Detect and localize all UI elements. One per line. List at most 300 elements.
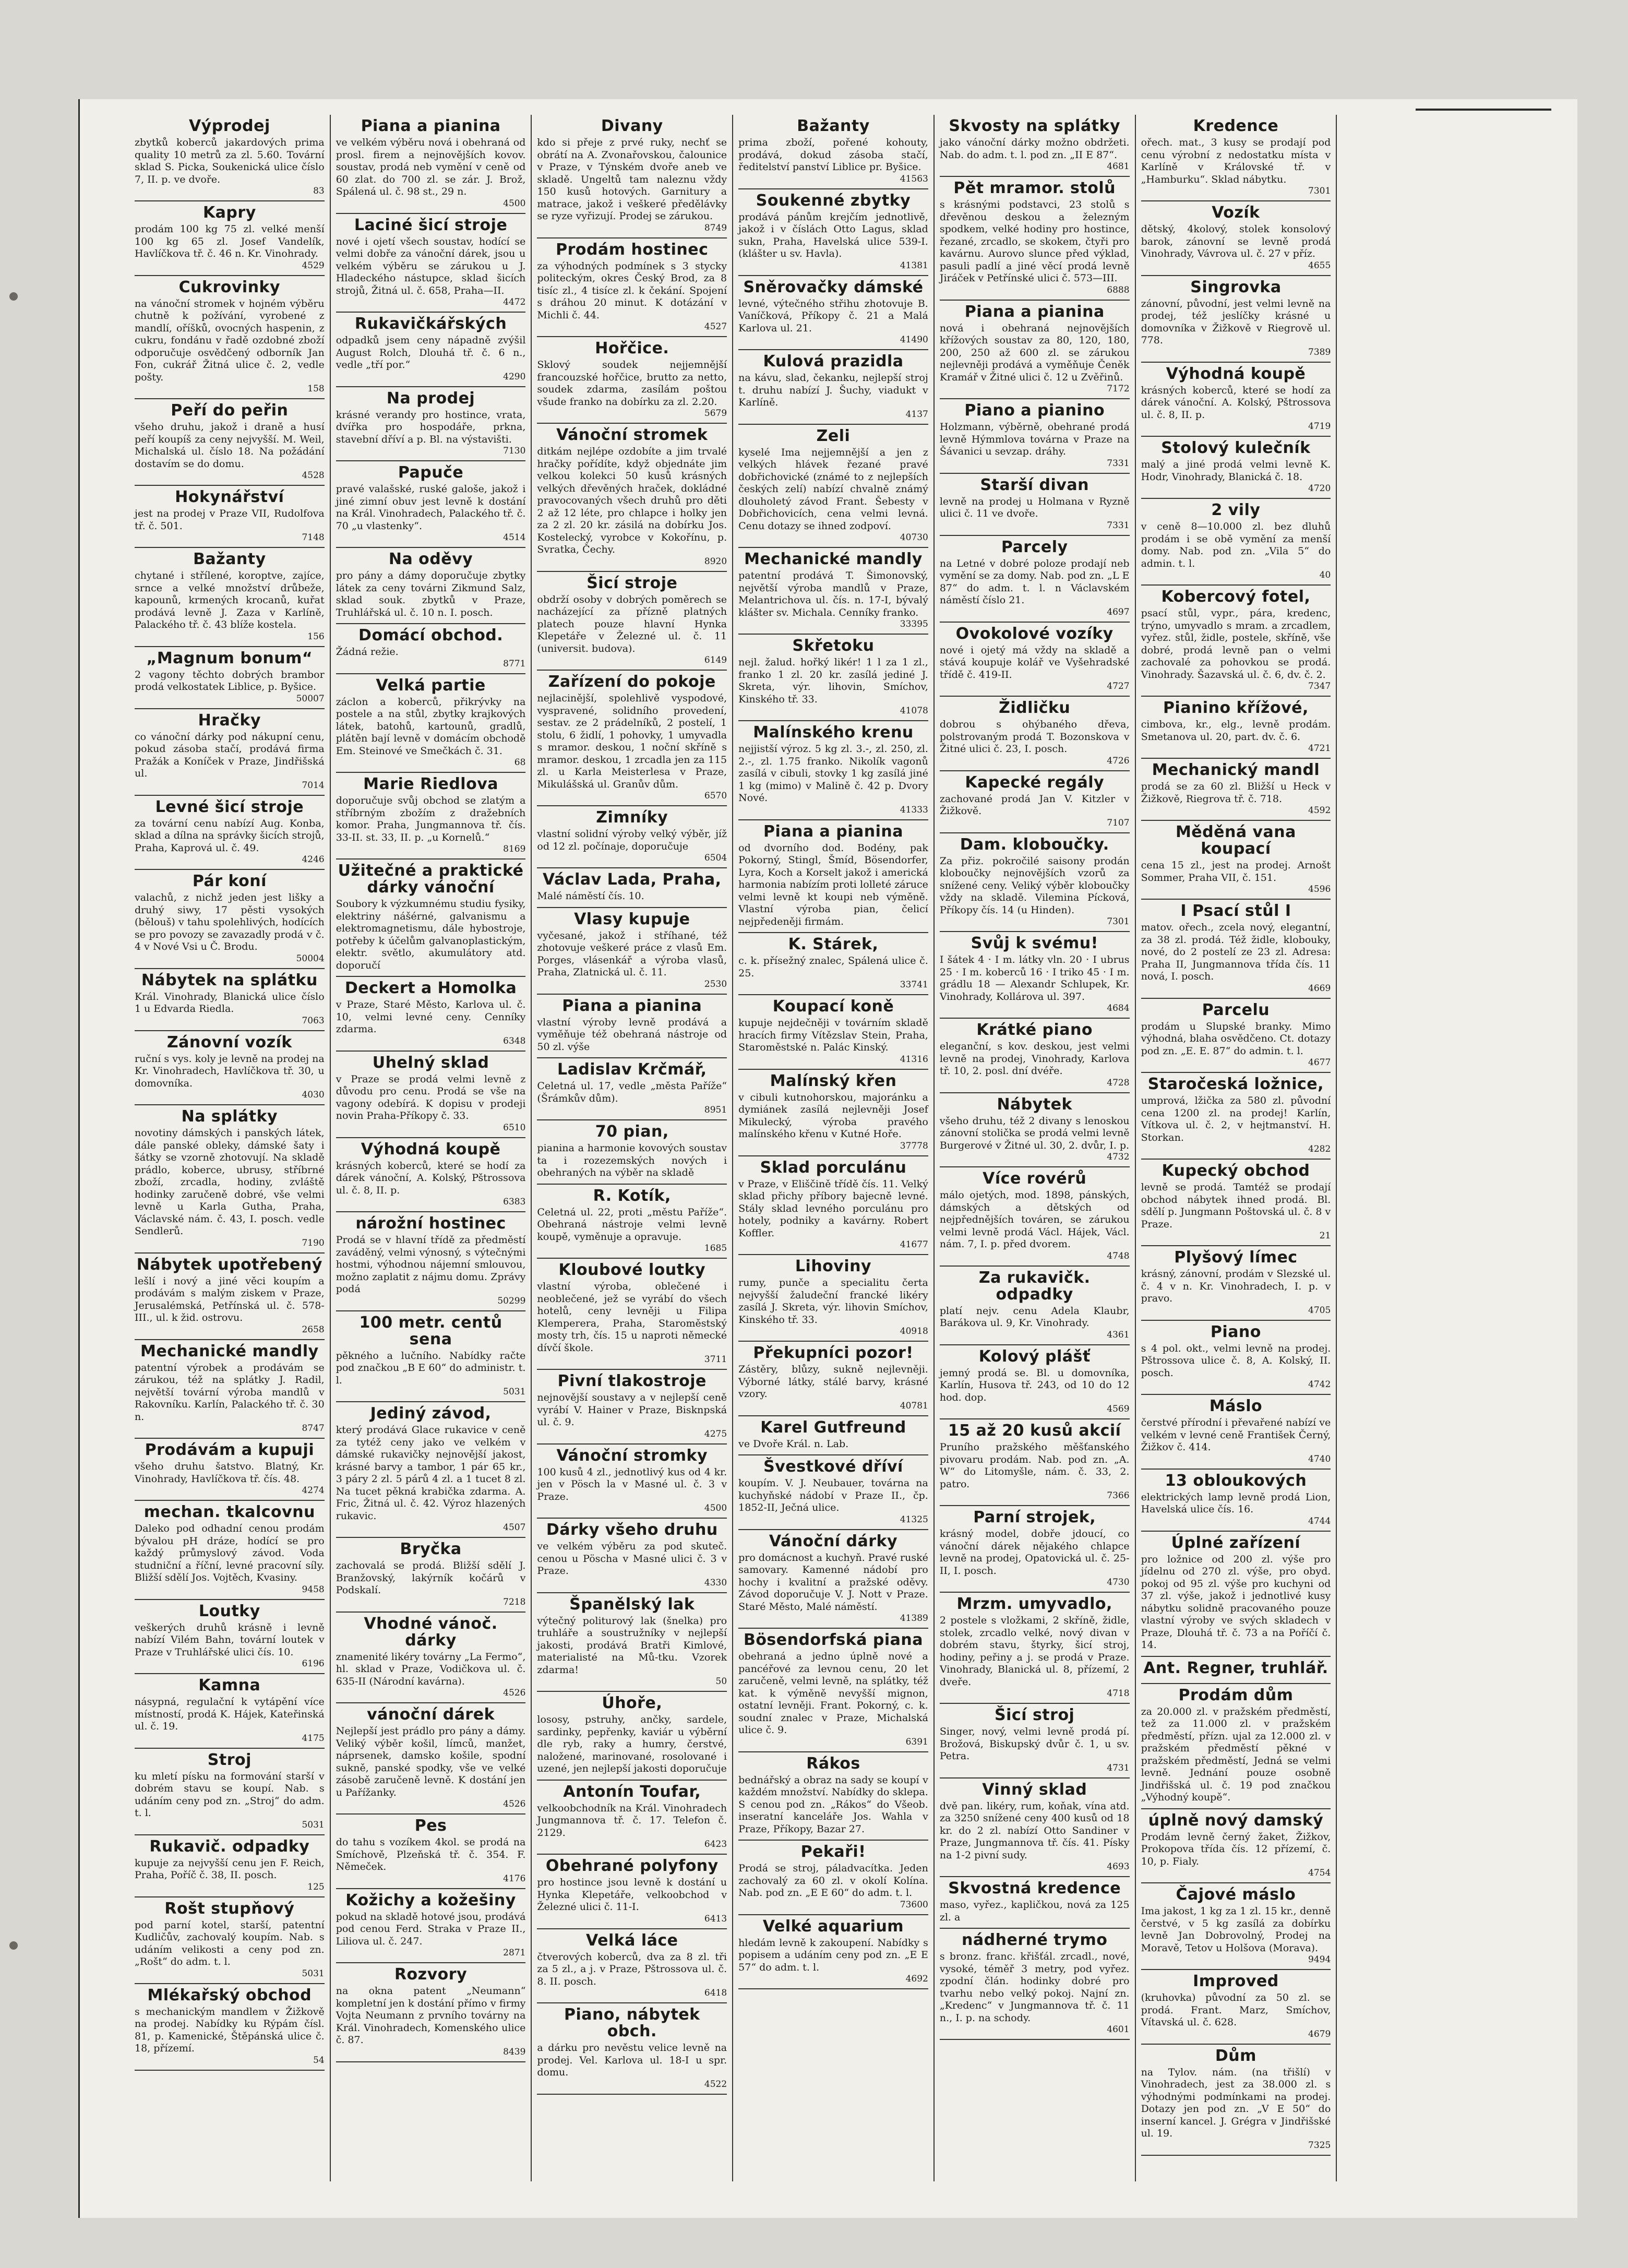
ad-body: pro hostince jsou levně k dostání u Hynka Klepetáře, velkoobchod v Železné ulici č. 11-I. — [537, 1877, 727, 1913]
classified-ad — [537, 1519, 727, 1593]
ad-number: 7107 — [1107, 817, 1130, 828]
classified-ad — [336, 1613, 526, 1704]
classified-ad — [738, 1629, 928, 1752]
classified-ad — [940, 833, 1130, 933]
ad-body: kupuje za nejvyšší cenu jen F. Reich, Praha, Poříč č. 38, II. posch. — [135, 1857, 325, 1881]
ad-body: dobrou s ohýbaného dřeva, polstrovaným prodá T. Bozonskova v Žitné ulici č. 23, I. posch. — [939, 719, 1130, 755]
ad-heading: Za rukavičk. odpadky — [978, 1268, 1091, 1304]
top-rule — [1416, 109, 1551, 111]
ad-number: 125 — [307, 1881, 325, 1892]
classified-ad — [135, 486, 325, 548]
ad-number: 83 — [313, 186, 325, 196]
ad-number: 7148 — [302, 532, 325, 543]
ad-body: pro domácnost a kuchyň. Pravé ruské samovary. Kamenné nádobí pro hochy i kvalitní a pražské oděvy. Závod doporučuje V. J. Nott v Praze. Staré Město, Malé náměstí. — [738, 1551, 928, 1613]
ad-number: 4282 — [1308, 1144, 1331, 1154]
classified-ad — [537, 424, 727, 572]
column-3 — [532, 115, 733, 2181]
ad-number: 4727 — [1107, 681, 1130, 691]
classified-ad — [738, 350, 928, 425]
ad-body: malý a jiné prodá velmi levně K. Hodr, Vinohrady, Blanická č. 18. — [1141, 459, 1331, 483]
classified-ad — [1141, 586, 1331, 697]
ad-number: 40918 — [900, 1326, 928, 1336]
ad-number: 41078 — [900, 706, 928, 716]
ad-body: psací stůl, vypr., pára, kredenc, trýno, umyvadlo s mram. a zrcadlem, vyřez. stůl, židle, postele, skříně, vše dobré, prodá levně pan o velmi zachovalé za pohovkou se prodá. Vinohrady. Šazavská ul. č. 6, dv. č. 2. — [1141, 607, 1331, 681]
ad-number: 4679 — [1308, 2028, 1331, 2039]
classified-ad — [1141, 1809, 1331, 1884]
ad-body: nové i ojetý má vždy na skladě a stává koupuje kolář ve Vyšehradské třídě č. 419-II. — [939, 644, 1130, 681]
classified-ad — [940, 697, 1130, 771]
ad-number: 4137 — [905, 409, 928, 420]
classified-ad — [537, 1781, 727, 1855]
ad-number: 4275 — [704, 1428, 727, 1439]
ad-body: v ceně 8—10.000 zl. bez dluhů prodám i se obě vymění za menší domy. Nab. pod zn. „Vila 5“ do admin. t. l. — [1141, 521, 1331, 569]
ad-heading: Vánoční dárky — [769, 1532, 898, 1550]
ad-number: 50299 — [497, 1295, 526, 1306]
classified-ad — [537, 806, 727, 868]
ad-body: obehraná a jedno úplně nové a pancéřové za levnou cenu, 20 let zaručeně, velmi levně, na splátky, též kat. k výměně nevyšší mignon, ostatní levněji. Frant. Pokorný, c. k. soudní znalec v Praze, Michalská ulice č. 9. — [738, 1651, 928, 1736]
column-2 — [331, 115, 532, 2181]
ad-body: cimbova, kr., elg., levně prodám. Smetanova ul. 20, part. dv. č. 6. — [1141, 719, 1331, 743]
ad-heading: Skvosty na splátky — [949, 117, 1121, 135]
ad-body: 2 postele s vložkami, 2 skříně, židle, stolek, zrcadlo velké, nový divan v dobrém stavu, štyrky, šicí stroj, hodiny, peřiny a j. se prodá v Praze. Vinohrady, Blanická ul. 8, přízemí, 2 dveře. — [939, 1615, 1130, 1688]
ad-body: s 4 pol. okt., velmi levně na prodej. Pštrossova ulice č. 8, A. Kolský, II. posch. — [1141, 1342, 1331, 1379]
ad-heading: Loutky — [198, 1602, 260, 1620]
ad-heading: Vlasy kupuje — [574, 910, 690, 928]
ad-heading: Kupecký obchod — [1162, 1162, 1310, 1180]
ad-number: 4507 — [503, 1522, 526, 1533]
ad-heading: Piana a pianina — [562, 996, 702, 1015]
ad-number: 4732 — [1107, 1152, 1130, 1162]
ad-body: krásné verandy pro hostince, vrata, dvířka pro hospodáře, prkna, stavební dříví a p. Bl. na výstavišti. — [336, 409, 526, 445]
classified-ad — [1141, 437, 1331, 499]
ad-body: Prodá se stroj, páladvacítka. Jeden zachovalý za 60 zl. v okolí Kolína. Nab. pod zn. „E E 60“ do adm. t. l. — [738, 1863, 928, 1899]
ad-number: 158 — [307, 384, 325, 394]
ad-number: 4472 — [503, 297, 526, 307]
ad-heading: Pivní tlakostroje — [557, 1372, 707, 1390]
ad-heading: Velké aquarium — [762, 1917, 904, 1936]
classified-ad — [336, 977, 526, 1052]
ad-heading: Mlékařský obchod — [147, 1986, 312, 2004]
ad-heading: Prodám dům — [1178, 1686, 1294, 1704]
ad-number: 4692 — [905, 1974, 928, 1984]
ad-heading: Více rovérů — [983, 1169, 1087, 1188]
classified-ad — [135, 1674, 325, 1749]
ad-body: ruční s vys. koly je levně na prodej na Kr. Vinohradech, Havlíčkova tř. 30, u domovníka. — [135, 1053, 325, 1089]
ad-number: 40730 — [900, 532, 928, 543]
classified-ad — [940, 399, 1130, 474]
ad-number: 8747 — [302, 1423, 325, 1434]
ad-number: 7130 — [503, 446, 526, 456]
ad-body: málo ojetých, mod. 1898, pánských, dámských a dětských od nejpřednějších továren, se zárukou velmi levně prodá Václ. Hájek, Václ. nám. 7, I. p. před dvorem. — [939, 1189, 1130, 1250]
classified-ad — [1141, 1321, 1331, 1395]
ad-heading: Vhodné vánoč. dárky — [364, 1614, 498, 1650]
classified-ad — [336, 115, 526, 214]
ad-body: c. k. přísežný znalec, Spálená ulice č. 25. — [738, 955, 928, 979]
ad-heading: Bažanty — [797, 117, 870, 135]
classified-ad — [537, 1058, 727, 1120]
ad-number: 4030 — [302, 1090, 325, 1100]
classified-ad — [940, 1593, 1130, 1704]
ad-number: 41333 — [900, 804, 928, 815]
ad-number: 6570 — [704, 791, 727, 801]
classified-ad — [738, 1752, 928, 1841]
ad-heading: Piano — [1210, 1322, 1261, 1341]
classified-ad — [738, 1530, 928, 1629]
ad-body: ořech. mat., 3 kusy se prodají pod cenu výrobní z nedostatku místa v Karlíně v Královské tř. v „Hamburku“. Sklad nábytku. — [1141, 137, 1331, 185]
ad-number: 8920 — [704, 556, 727, 567]
ad-number: 41316 — [900, 1054, 928, 1065]
ad-heading: Starší divan — [980, 475, 1089, 494]
ad-heading: Ant. Regner, truhlář. — [1143, 1658, 1328, 1677]
ad-heading: Vinný sklad — [982, 1780, 1087, 1799]
ad-body: Žádná režie. — [336, 646, 399, 658]
classified-ad — [336, 1815, 526, 1889]
ad-body: zbytků koberců jakardových prima quality 10 metrů za zl. 5.60. Tovární sklad S. Picka, Soukenická ulice číslo 7, II. p. ve dvoře. — [135, 137, 325, 185]
ad-number: 4526 — [503, 1799, 526, 1809]
ad-heading: 13 obloukových — [1165, 1471, 1307, 1490]
ad-heading: Improved — [1193, 1972, 1279, 1990]
ad-number: 7347 — [1308, 681, 1331, 691]
ad-body: prodám 100 kg 75 zl. velké menší 100 kg 65 zl. Josef Vandelík, Havlíčkova tř. č. 46 n. Kr. Vinohrady. — [135, 223, 325, 259]
classified-ad — [940, 1778, 1130, 1878]
ad-number: 4681 — [1107, 161, 1130, 172]
ad-heading: 70 pian, — [595, 1123, 669, 1141]
ad-number: 8439 — [503, 2046, 526, 2057]
ad-heading: vánoční dárek — [367, 1705, 495, 1724]
ad-heading: 100 metr. centů sena — [359, 1313, 502, 1348]
ad-number: 50007 — [296, 693, 325, 704]
ad-number: 7301 — [1107, 916, 1130, 927]
ad-body: záclon a koberců, přikrývky na postele a na stůl, zbytky krajkových látek, batohů, kartounů, gradlů, plátěn bají levně v domácím obchodě Em. Steinové ve Smečkách č. 31. — [336, 696, 526, 757]
ad-number: 73600 — [900, 1899, 928, 1910]
classified-ad — [336, 1538, 526, 1613]
ad-heading: Šicí stroj — [995, 1706, 1075, 1724]
ad-heading: Stroj — [207, 1750, 252, 1769]
ad-body: násypná, regulační k vytápění více místností, prodá K. Hájek, Kateřinská ul. č. 19. — [135, 1696, 325, 1732]
classified-ad — [537, 671, 727, 806]
classified-ad — [940, 1267, 1130, 1345]
classified-ad — [336, 461, 526, 548]
classified-ad — [738, 933, 928, 995]
ad-heading: Užitečné a praktické dárky vánoční — [338, 862, 524, 897]
ad-number: 37778 — [900, 1140, 928, 1151]
classified-ad — [738, 1255, 928, 1342]
ad-number: 68 — [514, 757, 526, 768]
classified-ad — [1141, 499, 1331, 586]
binding-hole — [9, 292, 18, 301]
ad-heading: úplně nový damský — [1148, 1811, 1324, 1830]
ad-heading: Španělský lak — [569, 1595, 695, 1614]
ad-heading: „Magnum bonum“ — [146, 649, 313, 667]
ad-body: znamenité likéry továrny „La Fermo“, hl. sklad v Praze, Vodičkova ul. č. 635-II (Národní kavárna). — [336, 1651, 526, 1687]
ad-body: na Tylov. nám. (na třišlí) v Vinohradech, jest za 38.000 zl. s výhodnými podmínkami na prodej. Dotazy jen pod zn. „V E 50“ do inserní kancel. J. Grégra v Jindřišské ul. 19. — [1141, 2066, 1331, 2139]
ad-body: koupím. V. J. Neubauer, továrna na kuchyňské nádobí v Praze II., čp. 1852-II, Ječná ulice. — [738, 1477, 928, 1513]
ad-number: 4528 — [302, 470, 325, 481]
ad-number: 41563 — [900, 173, 928, 184]
classified-ad — [1141, 1470, 1331, 1532]
classified-ad — [738, 1070, 928, 1156]
ad-heading: Hořčice. — [595, 339, 669, 357]
ad-body: 2 vagony těchto dobrých brambor prodá velkostatek Liblice, p. Byšice. — [135, 669, 325, 693]
classified-ad — [1141, 2045, 1331, 2156]
ad-body: kdo si přeje z prvé ruky, nechť se obrátí na A. Zvonařovskou, čalounice v Praze, v Týnském dvoře aneb ve skladě. Ungeltů tam naleznu vždy 150 kusů hotových. Garnitury a matrace, jakož i veškeré předělávky se ryze vyřizují. Prodej se zárukou. — [537, 137, 727, 222]
ad-heading: Bažanty — [193, 550, 266, 568]
ad-heading: Malínský křen — [770, 1071, 897, 1090]
ad-heading: Ladislav Krčmář, — [557, 1060, 707, 1079]
ad-number: 4684 — [1107, 1003, 1130, 1013]
ad-heading: Peří do peřin — [171, 401, 289, 420]
ad-body: vlastní výroba, oblečené i neoblečené, jež se vyrábí do všech hotelů, ceny levněji u Filipa Klemperera, Praha, Staroměstský mosty trh, čís. 15 u naproti německé dívčí škole. — [537, 1281, 727, 1354]
ad-body: levně se prodá. Tamtéž se prodají obchod nábytek ihned prodá. Bl. sdělí p. Jungmann Poštovská ul. č. 8 v Praze. — [1141, 1181, 1331, 1230]
ad-body: patentní prodává T. Šimonovský, největší výroba mandlů v Praze, Melantrichova ul. čís. n. 17-I, bývalý klášter sv. Michala. Cenníky franko. — [738, 570, 928, 618]
ad-number: 7190 — [302, 1237, 325, 1248]
ad-heading: Vozík — [1212, 204, 1260, 222]
ad-heading: Velká láce — [586, 1931, 678, 1950]
ad-heading: Na splátky — [181, 1107, 278, 1126]
ad-body: výtečný politurový lak (šnelka) pro truhláře a soustružníky v nejlepší jakosti, prodává Bratři Kimlové, materialisté na Mů-tku. Vzorek zdarma! — [537, 1615, 727, 1676]
ad-heading: Antonín Toufar, — [563, 1782, 701, 1801]
ad-body: nová i obehraná nejnovějších křížových soustav za 80, 120, 180, 200, 250 až 600 zl. se zárukou nejlevněji prodává a vyměňuje Čeněk Kramář v Žitné ulici č. 12 u Zvěřinů. — [939, 322, 1130, 383]
ad-heading: Pekaři! — [800, 1843, 866, 1861]
ad-heading: Překupníci pozor! — [753, 1344, 914, 1362]
classified-ad — [135, 1340, 325, 1439]
classified-ad — [1141, 821, 1331, 900]
ad-number: 4175 — [302, 1733, 325, 1744]
ad-heading: Nábytek — [997, 1095, 1072, 1114]
ad-heading: Pianino křížové, — [1163, 699, 1309, 717]
ad-heading: Úplné zařízení — [1171, 1533, 1301, 1552]
ad-number: 4731 — [1107, 1762, 1130, 1773]
ad-number: 40781 — [900, 1400, 928, 1411]
ad-heading: Kulová prazidla — [763, 352, 904, 371]
classified-ad — [1141, 1532, 1331, 1657]
ad-number: 8951 — [704, 1105, 727, 1115]
ad-body: co vánoční dárky pod nákupní cenu, pokud zásoba stačí, prodává firma Pražák a Koníček v Praze, Jindřišská ul. — [135, 731, 325, 779]
ad-number: 5679 — [704, 408, 727, 419]
ad-number: 4330 — [704, 1577, 727, 1588]
ad-heading: I Psací stůl I — [1180, 902, 1291, 920]
ad-number: 9458 — [302, 1584, 325, 1595]
classified-ad — [135, 115, 325, 201]
ad-heading: Kloubové loutky — [558, 1261, 706, 1279]
ad-heading: Ovokolové vozíky — [955, 624, 1114, 643]
ad-number: 21 — [1319, 1231, 1331, 1241]
ad-body: prodává pánům krejčím jednotlivě, jakož i v číslách Otto Lagus, sklad sukn, Praha, Havelská ulice 539-I. (klášter u sv. Havla). — [738, 211, 928, 259]
ad-number: 4569 — [1107, 1404, 1130, 1414]
ad-body: nejl. žalud. hořký likér! 1 l za 1 zl., franko 1 zl. 20 kr. zasílá jediné J. Skreta, výr. lihovin, Smíchov, Kinského tř. 33. — [738, 656, 928, 705]
ad-heading: 15 až 20 kusů akcií — [948, 1422, 1121, 1440]
ad-number: 7389 — [1308, 347, 1331, 357]
ad-body: pravé valašské, ruské galoše, jakož i jiné zimní obuv jest levně k dostání na Král. Vinohradech, Palackého tř. č. 70 „u vlastenky“. — [336, 483, 526, 532]
classified-ad — [1141, 1395, 1331, 1470]
classified-ad — [940, 301, 1130, 400]
ad-heading: Sklad porculánu — [760, 1158, 907, 1177]
ad-body: prima zboží, pořené kohouty, prodává, dokud zásoba stačí, ředitelství panství Liblice pr. Byšice. — [738, 137, 928, 173]
ad-body: dětský, 4kolový, stolek konsolový barok, zánovní se levně prodá Vinohrady, Vávrova ul. č. 27 v příz. — [1141, 223, 1331, 259]
ad-heading: mechan. tkalcovnu — [143, 1503, 315, 1521]
ad-heading: Výhodná koupě — [361, 1140, 501, 1159]
ad-number: 6504 — [704, 853, 727, 863]
ad-heading: Prodávám a kupuji — [145, 1441, 315, 1459]
classified-ad — [135, 969, 325, 1031]
ad-body: Prodám levně černý žaket, Žižkov, Prokopova třída čís. 12 přízemí, č. 10, p. Fialy. — [1141, 1831, 1331, 1867]
ad-number: 6888 — [1107, 284, 1130, 295]
classified-ad — [537, 995, 727, 1059]
ad-body: Malé náměstí čís. 10. — [537, 890, 644, 902]
ad-number: 156 — [307, 631, 325, 642]
ad-heading: nádherné trymo — [962, 1931, 1108, 1949]
ad-body: který prodává Glace rukavice v ceně za tytéž ceny jako ve velkém v dámské rukavičky nejnovější jakost, krásné barvy a tambor, 1 pár 65 kr., 3 páry 2 zl. 5 párů 4 zl. a 1 tucet 8 zl. Na tucet pěkná krabička zdarma. A. Fric, Žitná ul. č. 42. Výroz hlazených rukavic. — [336, 1424, 526, 1522]
classified-ad — [336, 313, 526, 387]
ad-body: patentní výrobek a prodávám se zárukou, též na splátky J. Radil, největší tovární výroba mandlů v Rakovníku. Karlín, Palackého tř. č. 30 n. — [135, 1362, 325, 1423]
ad-body: krásných koberců, které se hodí za dárek vánoční, A. Kolský, Pštrossova ul. č. 8, II. p. — [336, 1160, 526, 1196]
ad-heading: Pár koní — [192, 872, 267, 890]
ad-number: 2871 — [503, 1948, 526, 1958]
ad-heading: Kolový plášť — [978, 1347, 1091, 1366]
ad-body: platí nejv. cenu Adela Klaubr, Barákova ul. 9, Kr. Vinohrady. — [939, 1305, 1130, 1329]
classified-ad — [336, 1138, 526, 1213]
classified-ad — [135, 1439, 325, 1501]
ad-heading: Singrovka — [1190, 278, 1282, 296]
ad-number: 4290 — [503, 371, 526, 382]
ad-number: 50 — [715, 1676, 727, 1687]
ad-body: hledám levně k zakoupení. Nabídky s popisem a udáním ceny pod zn. „E E 57“ do adm. t. l. — [738, 1937, 928, 1973]
ad-number: 1685 — [704, 1243, 727, 1254]
classified-ad — [537, 238, 727, 338]
ad-body: zachovalá se prodá. Bližší sdělí J. Branžovský, lakýrník kočárů v Podskalí. — [336, 1560, 526, 1596]
classified-ad — [537, 1185, 727, 1259]
classified-ad — [135, 1835, 325, 1897]
classified-ad — [738, 1915, 928, 1990]
classified-ad — [940, 1506, 1130, 1593]
classified-ad — [135, 399, 325, 486]
ad-heading: Papuče — [398, 463, 464, 482]
ad-body: obdrží osoby v dobrých poměrech se nacházející za přízně platných platech pouze hlavní Hynka Klepetáře v Železné ul. č. 11 (universit. budova). — [537, 593, 727, 654]
ad-heading: Zánovní vozík — [166, 1033, 292, 1052]
ad-heading: Rukavičkářských — [354, 315, 507, 333]
ad-heading: Piana a pianina — [361, 117, 501, 135]
ad-number: 7014 — [302, 780, 325, 791]
ad-number: 4176 — [503, 1873, 526, 1884]
classified-ad — [1141, 363, 1331, 437]
ad-body: pokud na skladě hotové jsou, prodává pod cenou Ferd. Straka v Praze II., Liliova ul. č. 247. — [336, 1911, 526, 1947]
ad-body: Pruního pražského měšťanského pivovaru prodám. Nab. pod zn. „A. W“ do Litomyšle, nám. č. 33, 2. patro. — [939, 1441, 1130, 1490]
ad-number: 4500 — [503, 198, 526, 209]
ad-heading: Kamna — [198, 1676, 261, 1694]
ad-body: elektrických lamp levně prodá Lion, Havelská ulice čís. 16. — [1141, 1491, 1331, 1515]
ad-number: 40 — [1319, 570, 1331, 580]
ad-heading: K. Stárek, — [788, 935, 879, 953]
ad-body: Za přiz. pokročilé saisony prodán kloboučky nejnovějších vzorů za snížené ceny. Veliký výběr kloboučky vždy na skladě. Vilemina Pícková, Příkopy čís. 14 (u Hinden). — [939, 855, 1130, 916]
ad-body: na kávu, slad, čekanku, nejlepší stroj t. druhu nabízí J. Šuchy, viadukt v Karlíně. — [738, 372, 928, 408]
ad-heading: Kapry — [202, 204, 256, 222]
classified-ad — [940, 932, 1130, 1019]
classified-ad — [1141, 759, 1331, 821]
ad-body: maso, vyřez., kapličkou, nová za 125 zl. a — [939, 1899, 1130, 1923]
ad-heading: Bryčka — [400, 1540, 462, 1558]
classified-ad — [940, 1093, 1130, 1168]
ad-number: 7172 — [1107, 384, 1130, 394]
ad-heading: Velká partie — [376, 676, 486, 695]
newspaper-page — [78, 99, 1577, 2218]
ad-heading: nárožní hostinec — [355, 1214, 506, 1233]
ad-body: krásný model, dobře jdoucí, co vánoční dárek nějakého chlapce levně na prodej, Opatovická ul. č. 25-II, I. posch. — [939, 1528, 1130, 1577]
classified-ad — [336, 860, 526, 977]
ad-heading: Mechanický mandl — [1152, 761, 1320, 779]
classified-ad — [738, 1342, 928, 1416]
ad-body: valachů, z nichž jeden jest lišky a druhý siwy, 17 pěsti vysokých (bělouš) v tahu spolehlivých, hodících se pro povozy se zavazadly prodá v č. 4 v Nové Vsi u Č. Brodu. — [135, 892, 325, 952]
ad-body: v cibuli kutnohorskou, majoránku a dymiánek zasílá nejlevněji Josef Mikulecký, výroba pravého malínského křenu v Kutné Hoře. — [738, 1091, 928, 1140]
classified-ad — [135, 1897, 325, 1984]
ad-number: 4740 — [1308, 1453, 1331, 1464]
ad-heading: Piana a pianina — [964, 302, 1105, 321]
ad-number: 4527 — [704, 321, 727, 332]
ad-body: 100 kusů 4 zl., jednotlivý kus od 4 kr. jen v Pösch la v Masné ul. č. 3 v Praze. — [537, 1466, 727, 1502]
ad-number: 3711 — [704, 1354, 727, 1365]
classified-ad — [1141, 1073, 1331, 1160]
ad-body: všeho druhu šatstvo. Blatný, Kr. Vinohrady, Havlíčkova tř. čís. 48. — [135, 1461, 325, 1485]
ad-number: 8169 — [503, 844, 526, 854]
classified-ad — [537, 115, 727, 238]
ad-number: 5031 — [302, 1968, 325, 1979]
ad-number: 9494 — [1308, 1954, 1331, 1965]
ad-body: Celetná ul. 17, vedle „města Paříže“ (Šrámkův dům). — [537, 1080, 727, 1104]
ad-body: kupuje nejdečněji v továrním skladě hracích firmy Vítězslav Stein, Praha, Staroměstské n. Palác Kinský. — [738, 1017, 928, 1053]
classified-ad — [1141, 115, 1331, 201]
classified-ad — [1141, 1970, 1331, 2045]
classified-ad — [940, 1167, 1130, 1267]
ad-heading: Rošt stupňový — [164, 1899, 295, 1918]
ad-body: pěkného a lučního. Nabídky račte pod značkou „B E 60“ do administr. t. l. — [336, 1350, 526, 1386]
ad-number: 4719 — [1308, 421, 1331, 432]
ad-number: 4720 — [1308, 483, 1331, 494]
ad-number: 4697 — [1107, 606, 1130, 617]
ad-heading: Malínského krenu — [753, 723, 914, 742]
classified-ad — [1141, 1160, 1331, 1246]
classified-ad — [738, 1416, 928, 1456]
classified-ad — [135, 709, 325, 796]
ad-body: na vánoční stromek v hojném výběru chutně k požívání, vyrobené z mandlí, oříšků, ovocných haspenin, z cukru, fondánu v řadě ozdobné zboží odporučuje osvědčený odborník Jan Fon, cukrář Žitná ulice č. 2, vedle pošty. — [135, 297, 325, 383]
ad-heading: Máslo — [1209, 1397, 1263, 1415]
ad-number: 6348 — [503, 1035, 526, 1046]
ad-body: Nejlepší jest prádlo pro pány a dámy. Veliký výběr košil, límců, manžet, náprsenek, damsko košile, spodní sukně, panské spodky, vše ve velké zásobě zaručeně levně. K dostání jen u Pařížanky. — [336, 1725, 526, 1798]
ad-heading: Lihoviny — [795, 1257, 872, 1275]
ad-heading: Kredence — [1193, 117, 1279, 135]
ad-heading: Úhoře, — [602, 1694, 663, 1712]
column-7 — [1337, 115, 1538, 2181]
ad-body: Holzmann, výběrně, obehrané prodá levně Hýmmlova továrna v Praze na Šávanici u sevzap. dráhy. — [939, 421, 1130, 457]
classified-ad — [940, 1929, 1130, 2040]
ad-number: 33395 — [900, 619, 928, 629]
ad-heading: Skvostná kredence — [948, 1879, 1121, 1897]
ad-body: v Praze, v Eliščině třídě čís. 11. Velký sklad přichy příbory bajecně levné. Stály sklad levného porculánu pro hotely, podniky a kavárny. Robert Koffler. — [738, 1178, 928, 1239]
ad-body: Celetná ul. 22, proti „městu Paříže“. Obehraná nástroje velmi levně koupě, vyměnuje a opravuje. — [537, 1206, 727, 1243]
ad-heading: Pět mramor. stolů — [953, 179, 1116, 197]
ad-body: vlastní výroby levně prodává a vyměňuje též obehraná nástroje od 50 zl. výše — [537, 1016, 727, 1053]
ad-body: od dvorního dod. Bodény, pak Pokorný, Stingl, Šmíd, Bösendorfer, Lyra, Koch a Korselt jakož i americká harmonia nabízím proti lolleté záruce velmi levně kt koupi neb výměně. Vlastní výroba pian, čelicí nejpředeněji firmám. — [738, 842, 928, 927]
ad-body: rumy, punče a specialitu čerta nejvyšší žaludeční francké likéry zasílá J. Skreta, výr. lihovin Smíchov, Kinského tř. 33. — [738, 1277, 928, 1326]
classified-ad — [940, 474, 1130, 536]
ad-body: v Praze se prodá velmi levně z důvodu pro cenu. Prodá se vše na vagony odebírá. K dopisu v prodeji novin Praha-Příkopy č. 33. — [336, 1073, 526, 1121]
classified-ad — [537, 908, 727, 995]
ad-number: 7301 — [1308, 186, 1331, 196]
column-4 — [733, 115, 935, 2181]
column-1 — [129, 115, 331, 2181]
ad-number: 4721 — [1308, 743, 1331, 754]
classified-ad — [738, 635, 928, 721]
ad-heading: Rukavič. odpadky — [149, 1837, 310, 1856]
ad-body: s bronz. franc. křišťál. zrcadl., nové, vysoké, téměř 3 metry, pod vyřez. zpodní člán. hodinky dobré pro tvarhu nebo velký pokoj. Najní zn. „Kredenc“ v Jungmannova tř. č. 11 n., I. p. na schody. — [939, 1951, 1130, 2024]
